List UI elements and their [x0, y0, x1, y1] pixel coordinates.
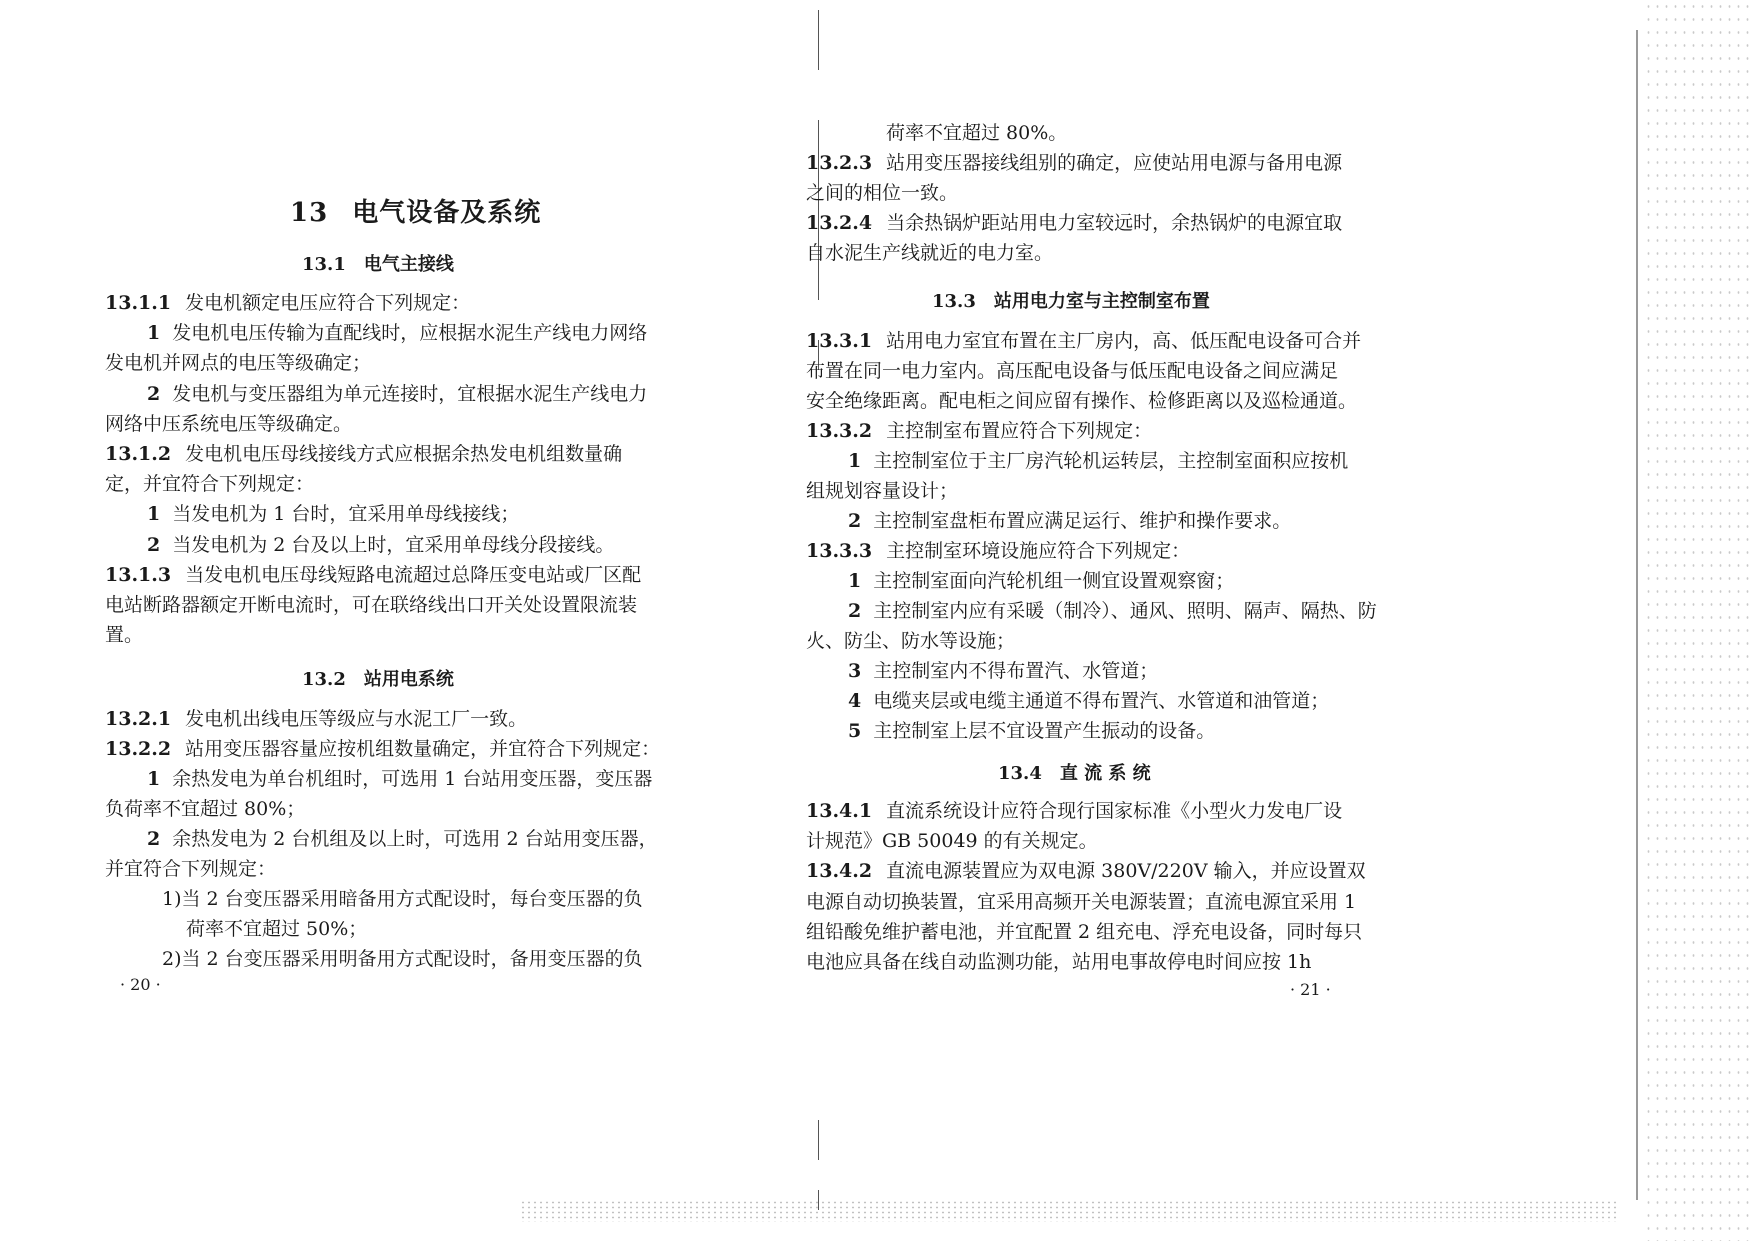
line-text: 站用变压器接线组别的确定，应使站用电源与备用电源: [886, 152, 1343, 174]
text-line: [806, 478, 958, 504]
list-item: [848, 658, 1158, 684]
text-line: [105, 796, 305, 822]
clause-number: 13.2.1: [105, 708, 172, 730]
section-number: 13.1: [302, 254, 346, 275]
line-text: 火、防尘、防水等设施；: [806, 630, 1016, 652]
line-text: 直流系统设计应符合现行国家标准《小型火力发电厂设: [886, 800, 1343, 822]
section-heading-13-2: [302, 665, 454, 691]
list-item: [848, 598, 1377, 624]
line-text: 当发电机电压母线短路电流超过总降压变电站或厂区配: [185, 563, 642, 586]
line-text: 负荷率不宜超过 80%；: [105, 798, 306, 820]
text-line: [806, 628, 1015, 654]
line-text: 网络中压系统电压等级确定。: [105, 412, 353, 435]
line-text: 置。: [105, 624, 144, 647]
line-text: 当余热锅炉距站用电力室较远时，余热锅炉的电源宜取: [886, 212, 1343, 234]
item-number: 3: [848, 660, 862, 682]
line-text: 发电机与变压器组为单元连接时，宜根据水泥生产线电力: [172, 382, 648, 405]
clause-line: [105, 290, 470, 316]
line-text: 主控制室面向汽轮机组一侧宜设置观察窗；: [873, 570, 1235, 592]
section-number: 13.3: [932, 291, 976, 312]
clause-line: [806, 798, 1342, 824]
line-text: 当发电机为 1 台时，宜采用单母线接线；: [172, 503, 520, 526]
clause-number: 13.3.2: [806, 420, 873, 442]
clause-line: [806, 538, 1190, 564]
list-item: [147, 501, 519, 527]
line-text: 主控制室盘柜布置应满足运行、维护和操作要求。: [873, 510, 1292, 532]
clause-number: 13.1.3: [105, 563, 172, 586]
text-line: [806, 358, 1338, 384]
line-text: 计规范》GB 50049 的有关规定。: [806, 830, 1098, 853]
text-line: [105, 471, 314, 497]
item-number: 1: [147, 503, 161, 526]
text-line: [806, 828, 1098, 854]
clause-line: [105, 562, 641, 588]
line-text: 主控制室内应有采暖（制冷）、通风、照明、隔声、隔热、防: [873, 600, 1377, 622]
clause-number: 13.2.2: [105, 738, 172, 760]
item-number: 2: [147, 382, 161, 405]
list-item: [848, 688, 1329, 714]
section-title: 电气主接线: [363, 254, 454, 275]
list-item: [147, 320, 647, 346]
clause-number: 13.2.3: [806, 152, 873, 174]
item-number: 1: [848, 450, 862, 472]
list-item: [848, 508, 1291, 534]
clause-line: [806, 210, 1342, 236]
page-number-right: · 21 ·: [1290, 980, 1331, 999]
section-number: 13.2: [302, 669, 346, 690]
line-text: 荷率不宜超过 80%。: [886, 122, 1068, 144]
list-item: [848, 568, 1234, 594]
text-line: [806, 949, 1311, 975]
clause-line: [806, 858, 1366, 884]
section-number: 13.4: [998, 763, 1042, 784]
line-text: 当发电机为 2 台及以上时，宜采用单母线分段接线。: [172, 533, 615, 556]
line-text: 布置在同一电力室内。高压配电设备与低压配电设备之间应满足: [806, 360, 1339, 382]
line-text: 主控制室位于主厂房汽轮机运转层，主控制室面积应按机: [873, 450, 1349, 472]
section-heading-13-4: [998, 759, 1151, 785]
text-line: [806, 240, 1053, 266]
line-text: 发电机并网点的电压等级确定；: [105, 352, 372, 375]
list-item: [147, 381, 647, 407]
line-text: 余热发电为 2 台机组及以上时，可选用 2 台站用变压器，: [172, 828, 658, 850]
line-text: 发电机电压传输为直配线时，应根据水泥生产线电力网络: [172, 322, 648, 345]
line-text: 组铅酸免维护蓄电池，并宜配置 2 组充电、浮充电设备，同时每只: [806, 920, 1363, 943]
line-text: 安全绝缘距离。配电柜之间应留有操作、检修距离以及巡检通道。: [806, 390, 1358, 412]
text-line: [186, 916, 367, 942]
list-item: [147, 826, 658, 852]
clause-number: 13.3.1: [806, 330, 873, 352]
page-number-left: · 20 ·: [120, 975, 161, 994]
line-text: 主控制室布置应符合下列规定：: [886, 420, 1153, 442]
text-line: [162, 886, 643, 912]
scan-noise: [520, 1200, 1620, 1222]
item-number: 2: [848, 510, 862, 532]
line-text: 发电机电压母线接线方式应根据余热发电机组数量确: [185, 443, 623, 465]
item-number: 1: [147, 768, 161, 790]
line-text: 主控制室环境设施应符合下列规定：: [886, 540, 1191, 562]
section-heading-13-1: [302, 250, 454, 276]
line-text: 站用电力室宜布置在主厂房内，高、低压配电设备可合并: [886, 330, 1362, 352]
text-line: [806, 889, 1356, 915]
text-line: [105, 856, 276, 882]
section-heading-13-3: [932, 287, 1210, 313]
section-title: 直 流 系 统: [1059, 763, 1151, 784]
line-text: 自水泥生产线就近的电力室。: [806, 242, 1054, 264]
text-line: [806, 180, 958, 206]
clause-line: [806, 418, 1152, 444]
line-text: 组规划容量设计；: [806, 480, 959, 502]
line-text: 并宜符合下列规定：: [105, 858, 277, 880]
text-line: [105, 592, 637, 618]
clause-number: 13.4.2: [806, 860, 873, 883]
item-number: 1: [848, 570, 862, 592]
clause-line: [105, 441, 622, 467]
item-number: 5: [848, 720, 862, 742]
text-line: [806, 388, 1357, 414]
line-text: 余热发电为单台机组时，可选用 1 台站用变压器，变压器: [172, 768, 653, 790]
item-number: 2: [147, 533, 161, 556]
line-text: 荷率不宜超过 50%；: [186, 918, 368, 940]
line-text: 电站断路器额定开断电流时，可在联络线出口开关处设置限流装: [105, 594, 638, 616]
line-text: 电源自动切换装置，宜采用高频开关电源装置；直流电源宜采用 1: [806, 890, 1357, 913]
text-line: [806, 919, 1362, 945]
clause-line: [806, 328, 1361, 354]
text-line: [162, 946, 643, 972]
chapter-title-text: 电气设备及系统: [352, 198, 542, 228]
line-text: 电池应具备在线自动监测功能，站用电事故停电时间应按 1h: [806, 951, 1312, 973]
item-number: 4: [848, 690, 862, 712]
section-title: 站用电力室与主控制室布置: [993, 291, 1210, 312]
line-text: 发电机出线电压等级应与水泥工厂一致。: [185, 708, 528, 730]
line-text: 定，并宜符合下列规定：: [105, 473, 315, 496]
section-title: 站用电系统: [363, 669, 454, 690]
clause-number: 13.1.1: [105, 292, 172, 314]
text-line: [105, 411, 352, 437]
chapter-title: [290, 192, 541, 229]
clause-line: [105, 736, 660, 762]
line-text: 主控制室内不得布置汽、水管道；: [873, 660, 1159, 682]
line-text: 电缆夹层或电缆主通道不得布置汽、水管道和油管道；: [873, 690, 1330, 712]
clause-number: 13.3.3: [806, 540, 873, 562]
line-text: 主控制室上层不宜设置产生振动的设备。: [873, 720, 1216, 742]
item-number: 2: [147, 828, 161, 850]
chapter-number: 13: [290, 198, 329, 228]
list-item: [147, 766, 652, 792]
clause-line: [105, 706, 527, 732]
list-item: [147, 532, 614, 558]
line-text: 2)当 2 台变压器采用明备用方式配设时，备用变压器的负: [162, 948, 643, 970]
line-text: 1)当 2 台变压器采用暗备用方式配设时，每台变压器的负: [162, 888, 643, 910]
right-page: [806, 0, 1755, 1241]
line-text: 之间的相位一致。: [806, 182, 959, 204]
clause-number: 13.2.4: [806, 212, 873, 234]
clause-number: 13.4.1: [806, 800, 873, 822]
line-text: 发电机额定电压应符合下列规定：: [185, 292, 471, 314]
text-line: [105, 350, 371, 376]
scan-edge: [1630, 0, 1755, 1241]
item-number: 1: [147, 322, 161, 345]
list-item: [848, 448, 1348, 474]
clause-number: 13.1.2: [105, 443, 172, 465]
line-text: 站用变压器容量应按机组数量确定，并宜符合下列规定：: [185, 738, 661, 760]
clause-line: [806, 150, 1342, 176]
line-text: 直流电源装置应为双电源 380V/220V 输入，并应设置双: [886, 860, 1366, 883]
list-item: [848, 718, 1215, 744]
item-number: 2: [848, 600, 862, 622]
text-line: [886, 120, 1067, 146]
left-page: [0, 0, 820, 1241]
text-line: [105, 622, 143, 648]
